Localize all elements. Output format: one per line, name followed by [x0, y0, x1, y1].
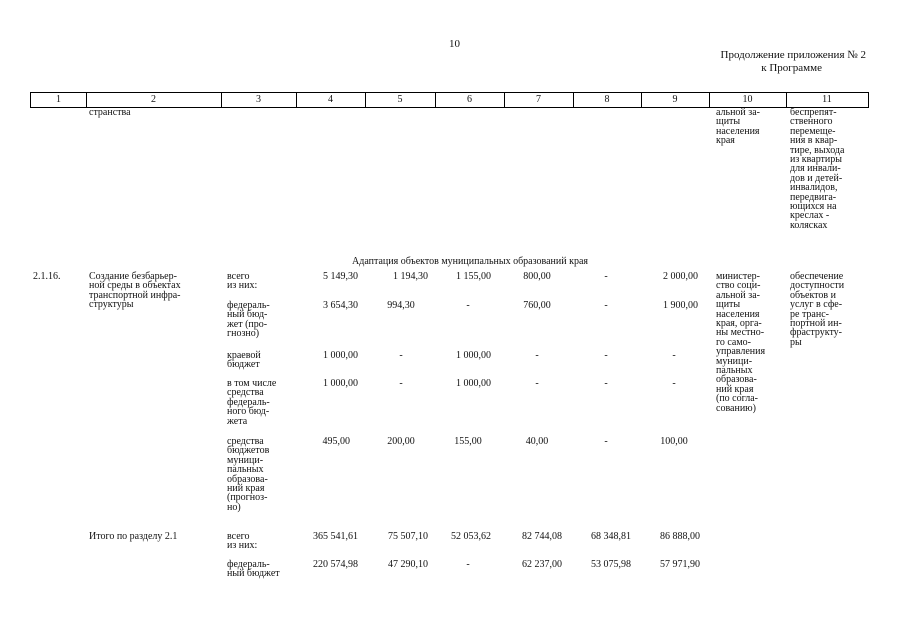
cell-col6: 1 155,00: [456, 271, 491, 282]
item-result: обеспечение доступности объектов и услуг в сфе- ре транс- портной ин- фраструкту- ры: [790, 271, 845, 348]
cell-col4: 3 654,30: [323, 300, 358, 311]
cell-col8: -: [604, 436, 608, 447]
cell-col4: 1 000,00: [323, 378, 358, 389]
carryover-col2: странства: [89, 107, 131, 118]
cell-col5: 75 507,10: [388, 531, 428, 542]
cell-col6: -: [466, 300, 470, 311]
carryover-col10: альной за- щиты населения края: [716, 107, 760, 147]
page-number: 10: [449, 38, 460, 50]
cell-col6: 1 000,00: [456, 378, 491, 389]
total-name: Итого по разделу 2.1: [89, 531, 178, 542]
cell-col7: -: [535, 350, 539, 361]
cell-col9: -: [672, 350, 676, 361]
cell-col4: 5 149,30: [323, 271, 358, 282]
cell-col7: 800,00: [523, 271, 551, 282]
cell-col9: -: [672, 378, 676, 389]
column-header-5: 5: [397, 94, 403, 105]
cell-col4: 495,00: [322, 436, 350, 447]
cell-col5: 47 290,10: [388, 559, 428, 570]
column-header-8: 8: [604, 94, 610, 105]
column-header-6: 6: [467, 94, 472, 105]
cell-col5: 200,00: [387, 436, 415, 447]
cell-col6: 52 053,62: [451, 531, 491, 542]
item-executor: министер- ство соци- альной за- щиты населения края, орга- ны местно- го само- управления муници- пальных образова- ний края (по согла- сованию): [716, 271, 766, 414]
cell-col8: -: [604, 271, 608, 282]
item-number: 2.1.16.: [33, 271, 61, 282]
cell-col7: 82 744,08: [522, 531, 562, 542]
cell-col8: 53 075,98: [591, 559, 631, 570]
column-header-9: 9: [672, 94, 678, 105]
cell-col5: 1 194,30: [393, 271, 428, 282]
cell-col5: 994,30: [387, 300, 415, 311]
cell-col8: 68 348,81: [591, 531, 631, 542]
cell-col7: 40,00: [525, 436, 549, 447]
cell-col4: 220 574,98: [313, 559, 358, 570]
cell-col6: -: [466, 559, 470, 570]
cell-col8: -: [604, 378, 608, 389]
column-header-3: 3: [256, 94, 261, 105]
cell-col9: 2 000,00: [663, 271, 698, 282]
cell-col8: -: [604, 300, 608, 311]
cell-col7: -: [535, 378, 539, 389]
cell-col4: 1 000,00: [323, 350, 358, 361]
item-name: Создание безбарьер- ной среды в объектах транспортной инфра- структуры: [89, 271, 181, 311]
cell-col9: 86 888,00: [660, 531, 700, 542]
cell-col8: -: [604, 350, 608, 361]
table-header: [30, 92, 869, 108]
cell-col7: 62 237,00: [522, 559, 562, 570]
row-source: федераль- ный бюд- жет (про- гнозно): [227, 300, 270, 340]
continuation-line-2: к Программе: [761, 62, 822, 74]
col-divider: [868, 93, 869, 107]
cell-col4: 365 541,61: [313, 531, 358, 542]
cell-col5: -: [399, 350, 403, 361]
cell-col6: 1 000,00: [456, 350, 491, 361]
row-source: федераль- ный бюджет: [227, 559, 280, 580]
column-header-10: 10: [742, 94, 753, 105]
row-source: всего из них:: [227, 531, 258, 552]
column-header-7: 7: [536, 94, 541, 105]
cell-col5: -: [399, 378, 403, 389]
row-source: всего из них:: [227, 271, 258, 292]
continuation-note: [640, 49, 866, 75]
row-source: в том числе средства федераль- ного бюд- жета: [227, 378, 277, 427]
column-header-4: 4: [328, 94, 333, 105]
cell-col6: 155,00: [454, 436, 482, 447]
cell-col7: 760,00: [523, 300, 551, 311]
section-title: Адаптация объектов муниципальных образований края: [352, 256, 588, 267]
column-header-11: 11: [822, 94, 832, 105]
continuation-line-1: Продолжение приложения № 2: [720, 49, 866, 61]
cell-col9: 100,00: [660, 436, 688, 447]
row-source: средства бюджетов муници- пальных образова- ний края (прогноз- но): [227, 436, 270, 513]
carryover-col11: беспрепят- ственного перемеще- ния в квар- тире, выхода из квартиры для инвали- дов и детей- инвалидов, передвига- ющихся на креслах - колясках: [790, 107, 845, 231]
cell-col9: 57 971,90: [660, 559, 700, 570]
row-source: краевой бюджет: [227, 350, 261, 371]
column-header-1: 1: [56, 94, 61, 105]
cell-col9: 1 900,00: [663, 300, 698, 311]
column-header-2: 2: [151, 94, 156, 105]
